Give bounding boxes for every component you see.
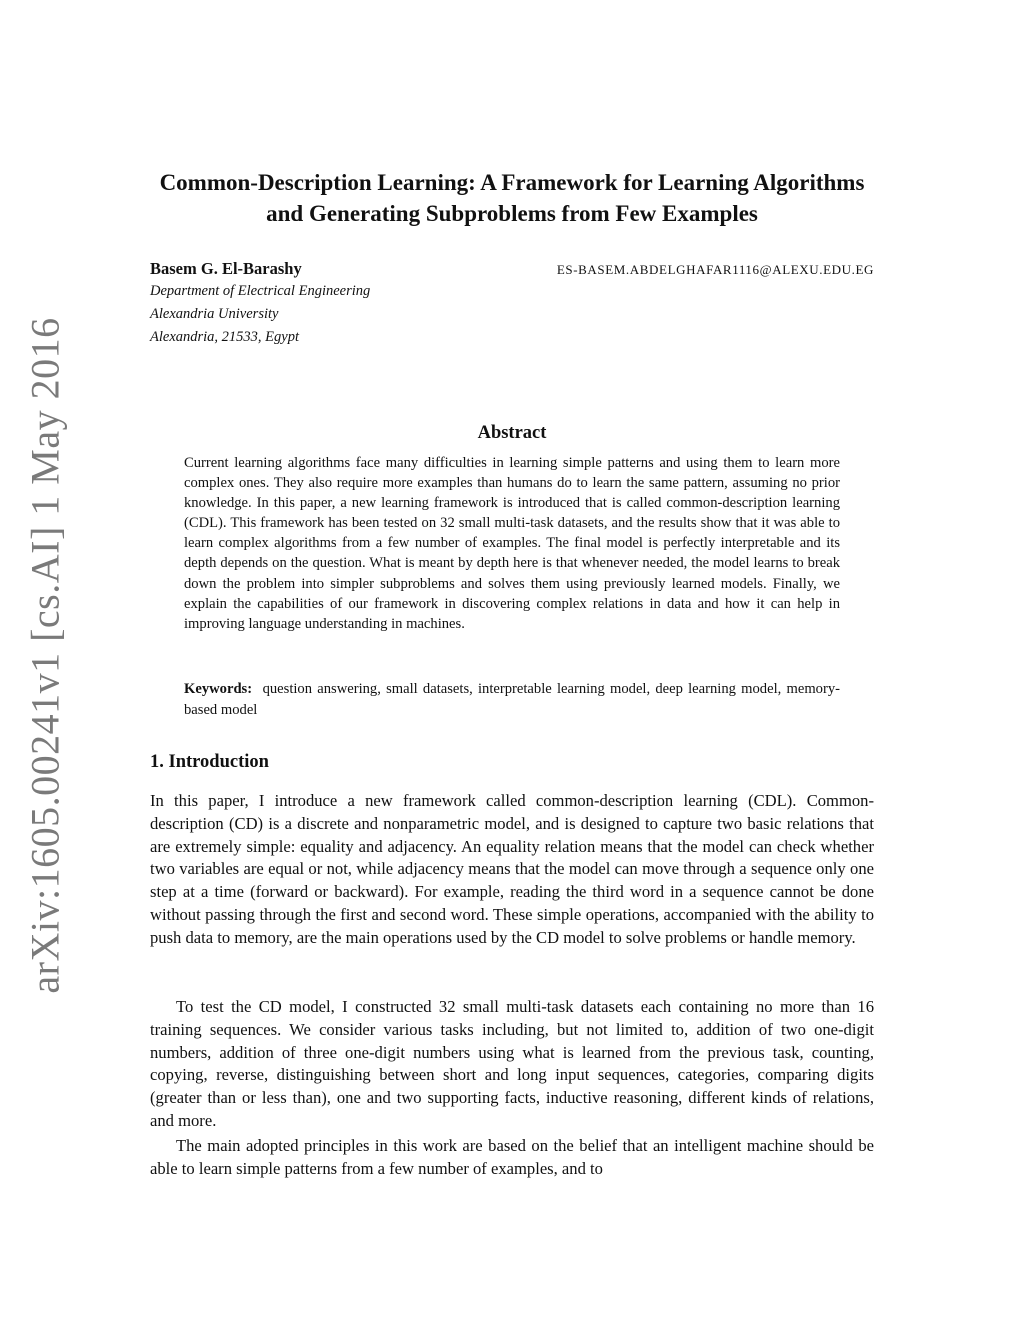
author-block	[150, 258, 874, 349]
arxiv-identifier-text: arXiv:1605.00241v1 [cs.AI] 1 May 2016	[22, 316, 68, 994]
paper-title: Common-Description Learning: A Framework for Learning Algorithms and Generating Subproblems from Few Examples	[159, 170, 865, 226]
affiliation-department: Department of Electrical Engineering	[150, 283, 371, 299]
abstract-heading: Abstract	[477, 423, 547, 443]
intro-paragraph-2: To test the CD model, I constructed 32 small multi-task datasets each containing no more than 16 training sequences. We consider various tasks including, but not limited to, addition of two one-digit numbers, addition of three one-digit numbers using what is learned from the previous task, counting, copying, reverse, distinguishing between short and long input sequences, categories, comparing digits (greater than or less than), one and two supporting facts, inductive reasoning, different kinds of relations, and more.	[150, 997, 874, 1130]
arxiv-identifier-margin	[10, 316, 80, 994]
intro-paragraph-3: The main adopted principles in this work are based on the belief that an intelligent machine should be able to learn simple patterns from a few number of examples, and to	[150, 1136, 874, 1178]
abstract-text: Current learning algorithms face many difficulties in learning simple patterns and using them to learn more complex ones. They also require more examples than humans do to learn the same pattern, assuming no prior knowledge. In this paper, a new learning framework is introduced that is called common-description learning (CDL). This framework has been tested on 32 small multi-task datasets, and the results show that it was able to learn complex algorithms from a few number of examples. The final model is perfectly interpretable and its depth depends on the question. What is meant by depth here is that whenever needed, the model learns to break down the problem into simpler subproblems and solves them using previously learned models. Finally, we explain the capabilities of our framework in discovering complex relations in data and how it can help in improving language understanding in machines.	[184, 455, 840, 632]
keywords-list: question answering, small datasets, interpretable learning model, deep learning model, memory-based model	[184, 681, 840, 718]
intro-paragraph-1: In this paper, I introduce a new framework called common-description learning (CDL). Common-description (CD) is a discrete and nonparametric model, and is designed to capture two basic relations that are extremely simple: equality and adjacency. An equality relation means that the model can check whether two variables are equal or not, while adjacency means that the model can move through a sequence only one step at a time (forward or backward). For example, reading the third word in a sequence cannot be done without passing through the first and second word. These simple operations, accompanied with the ability to push data to memory, are the main operations used by the CD model to solve problems or handle memory.	[150, 791, 874, 947]
section-heading-introduction: 1. Introduction	[150, 752, 269, 772]
author-email: ES-BASEM.ABDELGHAFAR1116@ALEXU.EDU.EG	[556, 262, 874, 277]
keywords-label: Keywords:	[184, 681, 253, 697]
affiliation-address: Alexandria, 21533, Egypt	[150, 329, 300, 345]
affiliation-university: Alexandria University	[150, 306, 279, 322]
keywords-line	[184, 679, 840, 720]
author-name: Basem G. El-Barashy	[150, 259, 302, 278]
